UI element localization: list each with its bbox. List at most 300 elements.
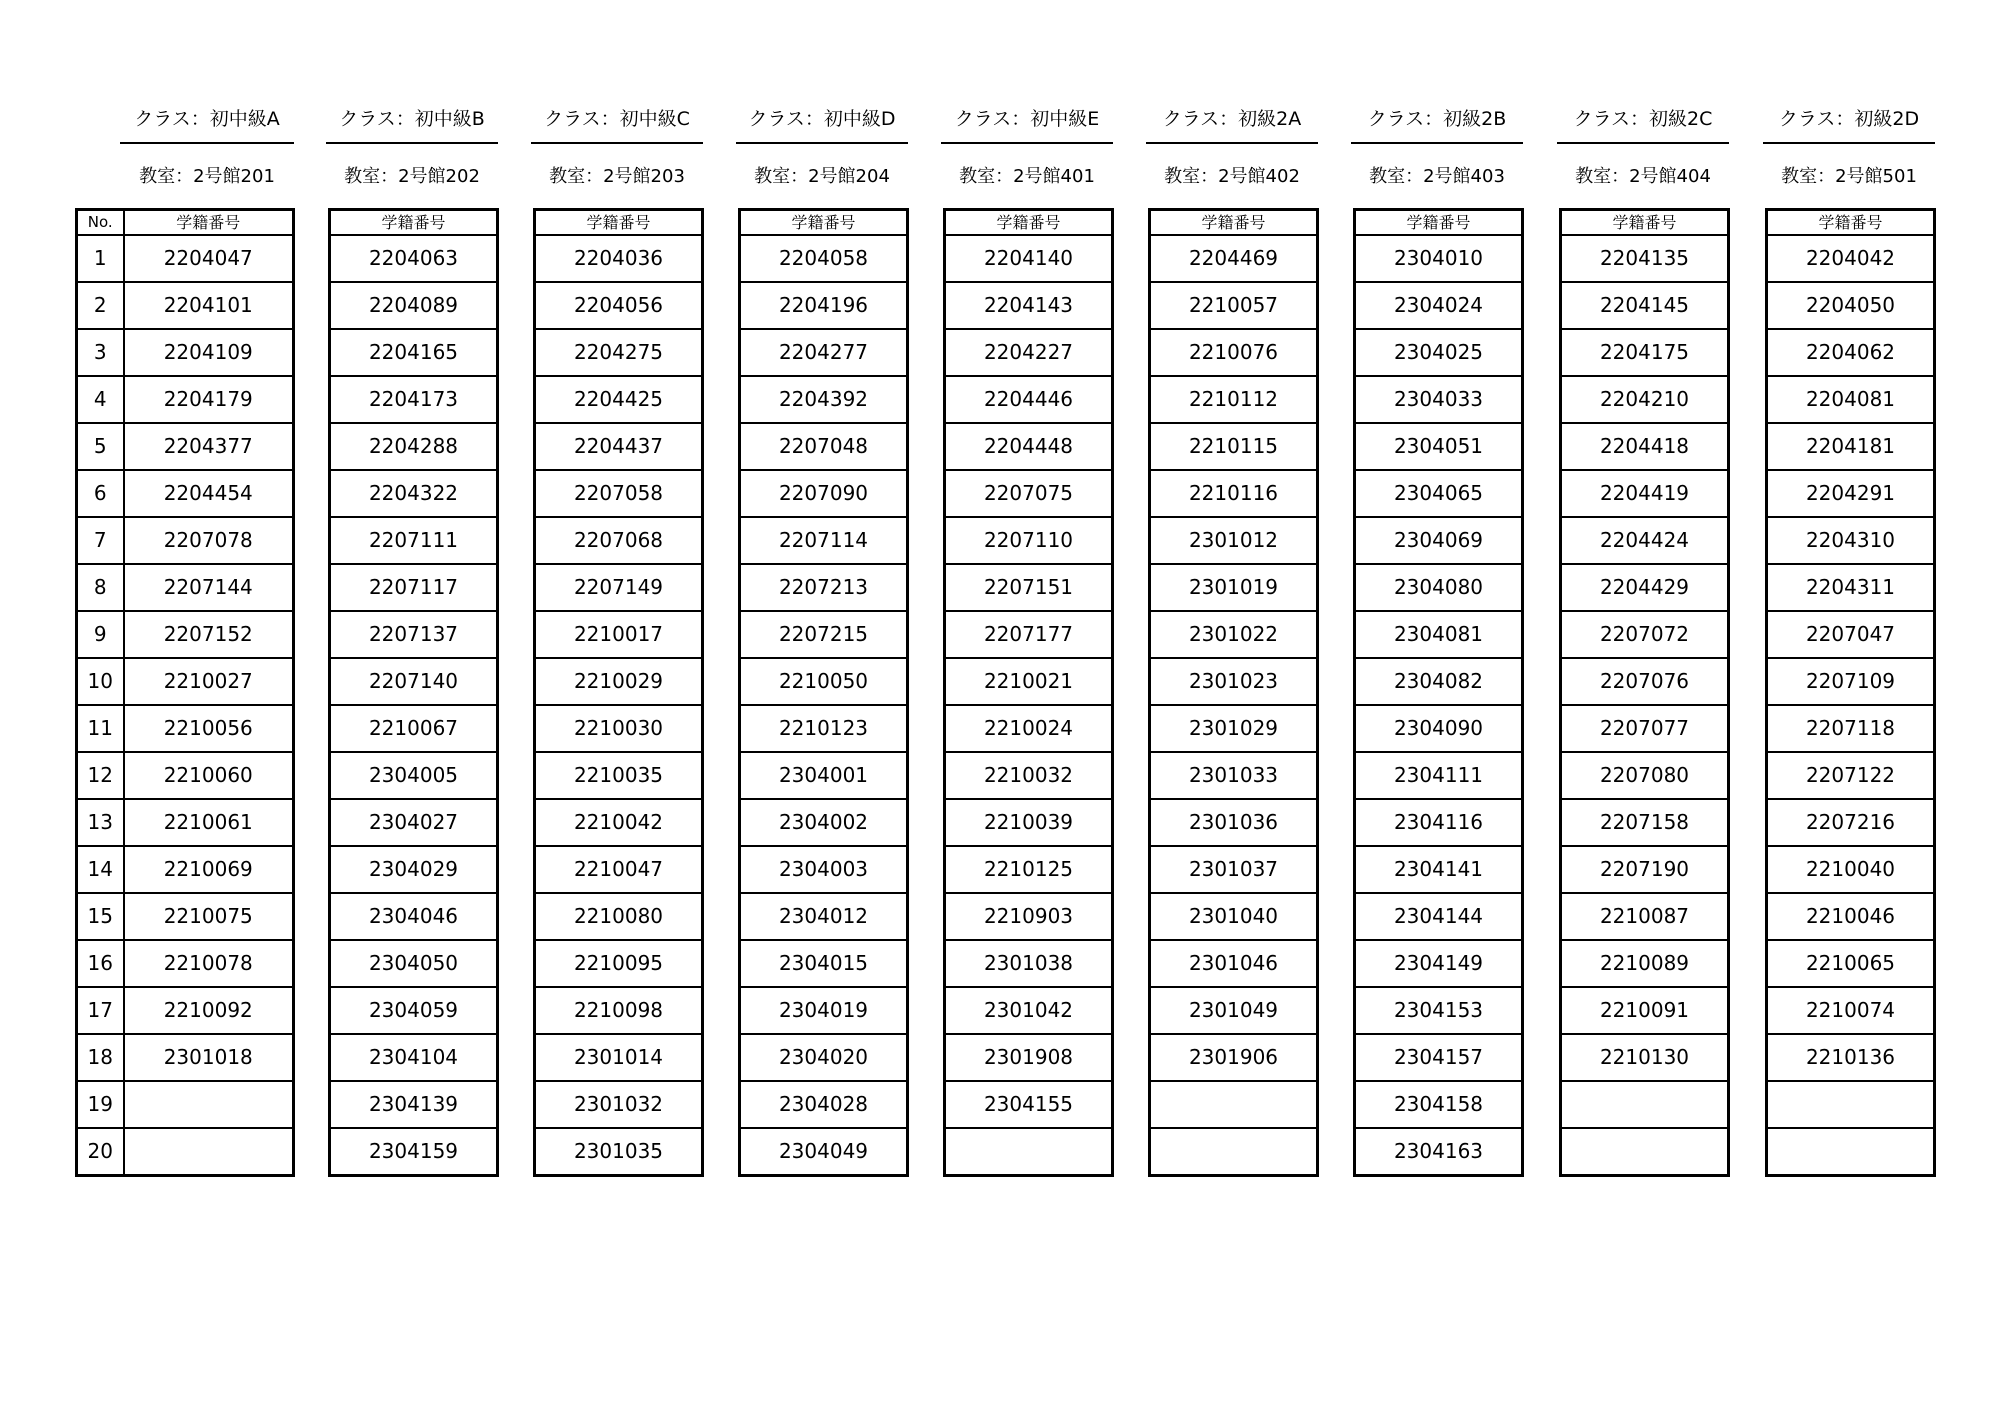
table-row — [1767, 564, 1935, 611]
table-row — [740, 282, 908, 329]
class-title: クラス：初級2C — [1557, 104, 1729, 144]
student-id-cell: 2207215 — [740, 611, 908, 658]
table-row — [535, 1081, 703, 1128]
classroom-label: 教室：2号館204 — [754, 166, 890, 187]
student-id-cell: 2204311 — [1767, 564, 1935, 611]
student-id-cell: 2304159 — [330, 1128, 498, 1176]
student-id-cell — [1767, 1128, 1935, 1176]
student-id-cell: 2304015 — [740, 940, 908, 987]
table-row — [740, 799, 908, 846]
table-row — [1767, 846, 1935, 893]
table-row — [77, 799, 294, 846]
student-id-cell: 2210042 — [535, 799, 703, 846]
student-id-cell: 2210123 — [740, 705, 908, 752]
table-row — [330, 517, 498, 564]
student-id-cell: 2207190 — [1561, 846, 1729, 893]
student-id-cell: 2304050 — [330, 940, 498, 987]
student-id-cell: 2207078 — [124, 517, 294, 564]
student-id-cell: 2301014 — [535, 1034, 703, 1081]
student-id-cell: 2304163 — [1355, 1128, 1523, 1176]
table-row — [77, 846, 294, 893]
student-id-cell: 2210115 — [1150, 423, 1318, 470]
student-id-cell: 2210061 — [124, 799, 294, 846]
table-row — [535, 705, 703, 752]
table-row — [1561, 705, 1729, 752]
student-id-cell: 2204425 — [535, 376, 703, 423]
table-row — [330, 282, 498, 329]
student-id-cell: 2204429 — [1561, 564, 1729, 611]
table-row — [77, 987, 294, 1034]
table-row — [1767, 235, 1935, 282]
student-id-table — [328, 208, 499, 1177]
table-row — [1561, 846, 1729, 893]
student-id-cell: 2304090 — [1355, 705, 1523, 752]
classroom-label: 教室：2号館203 — [549, 166, 685, 187]
student-id-cell: 2204042 — [1767, 235, 1935, 282]
student-id-cell: 2304104 — [330, 1034, 498, 1081]
classroom-label: 教室：2号館403 — [1369, 166, 1505, 187]
table-row — [1355, 611, 1523, 658]
table-row — [77, 517, 294, 564]
table-header-row — [740, 210, 908, 236]
table-row — [535, 611, 703, 658]
student-id-cell: 2301023 — [1150, 658, 1318, 705]
table-row — [1767, 329, 1935, 376]
table-row — [77, 423, 294, 470]
student-id-cell: 2304082 — [1355, 658, 1523, 705]
student-id-cell: 2204392 — [740, 376, 908, 423]
student-id-cell: 2210116 — [1150, 470, 1318, 517]
table-row — [1150, 752, 1318, 799]
table-row — [330, 893, 498, 940]
student-id-cell: 2210046 — [1767, 893, 1935, 940]
table-row — [77, 235, 294, 282]
table-row — [77, 893, 294, 940]
student-id-cell: 2304141 — [1355, 846, 1523, 893]
table-row — [330, 705, 498, 752]
student-id-cell: 2204288 — [330, 423, 498, 470]
classroom-label: 教室：2号館202 — [344, 166, 480, 187]
table-row — [1355, 329, 1523, 376]
table-row — [77, 705, 294, 752]
student-id-cell — [1561, 1081, 1729, 1128]
table-row — [740, 752, 908, 799]
student-id-cell: 2207140 — [330, 658, 498, 705]
student-id-cell: 2210078 — [124, 940, 294, 987]
table-row — [1767, 752, 1935, 799]
student-id-cell: 2207118 — [1767, 705, 1935, 752]
student-id-cell: 2207144 — [124, 564, 294, 611]
table-row — [1767, 1034, 1935, 1081]
table-row — [535, 1034, 703, 1081]
table-row — [1767, 470, 1935, 517]
student-id-cell: 2304153 — [1355, 987, 1523, 1034]
student-id-cell: 2204050 — [1767, 282, 1935, 329]
student-id-cell — [1767, 1081, 1935, 1128]
table-row — [945, 1034, 1113, 1081]
student-id-cell: 2207072 — [1561, 611, 1729, 658]
student-id-cell: 2304059 — [330, 987, 498, 1034]
classroom-label: 教室：2号館404 — [1575, 166, 1711, 187]
table-row — [535, 329, 703, 376]
table-row — [740, 611, 908, 658]
table-row — [1355, 846, 1523, 893]
row-number: 12 — [77, 752, 124, 799]
student-id-cell: 2207058 — [535, 470, 703, 517]
student-id-cell: 2210136 — [1767, 1034, 1935, 1081]
table-header-row — [1150, 210, 1318, 236]
student-id-column-header: 学籍番号 — [740, 210, 908, 236]
table-row — [1150, 611, 1318, 658]
class-title: クラス：初中級A — [120, 104, 294, 144]
student-id-cell: 2210039 — [945, 799, 1113, 846]
student-id-cell: 2304116 — [1355, 799, 1523, 846]
student-id-cell: 2204058 — [740, 235, 908, 282]
table-header-row — [1355, 210, 1523, 236]
table-row — [1150, 282, 1318, 329]
student-id-cell: 2210050 — [740, 658, 908, 705]
table-row — [740, 940, 908, 987]
table-row — [945, 235, 1113, 282]
student-id-cell: 2204165 — [330, 329, 498, 376]
student-id-cell: 2304065 — [1355, 470, 1523, 517]
student-id-cell: 2304012 — [740, 893, 908, 940]
student-id-cell — [124, 1081, 294, 1128]
table-row — [1150, 658, 1318, 705]
student-id-cell: 2301035 — [535, 1128, 703, 1176]
table-row — [945, 1081, 1113, 1128]
student-id-cell: 2204145 — [1561, 282, 1729, 329]
table-row — [740, 329, 908, 376]
student-id-cell: 2204454 — [124, 470, 294, 517]
student-id-column-header: 学籍番号 — [1767, 210, 1935, 236]
table-row — [740, 423, 908, 470]
student-id-cell: 2301042 — [945, 987, 1113, 1034]
table-row — [1767, 517, 1935, 564]
student-id-table — [738, 208, 909, 1177]
student-id-cell: 2210075 — [124, 893, 294, 940]
table-row — [1561, 1081, 1729, 1128]
student-id-cell — [1150, 1128, 1318, 1176]
student-id-cell: 2207075 — [945, 470, 1113, 517]
table-row — [740, 564, 908, 611]
student-id-cell: 2210027 — [124, 658, 294, 705]
student-id-cell: 2210095 — [535, 940, 703, 987]
table-row — [330, 1081, 498, 1128]
table-row — [1150, 987, 1318, 1034]
student-id-cell: 2210017 — [535, 611, 703, 658]
table-row — [1767, 1128, 1935, 1176]
row-number: 16 — [77, 940, 124, 987]
table-row — [945, 564, 1113, 611]
table-row — [1355, 470, 1523, 517]
student-id-cell: 2204448 — [945, 423, 1113, 470]
table-row — [1767, 893, 1935, 940]
table-row — [1150, 423, 1318, 470]
table-row — [535, 987, 703, 1034]
student-id-cell: 2204063 — [330, 235, 498, 282]
student-id-cell: 2301046 — [1150, 940, 1318, 987]
student-id-cell: 2207090 — [740, 470, 908, 517]
row-number: 3 — [77, 329, 124, 376]
table-row — [945, 846, 1113, 893]
student-id-cell: 2304033 — [1355, 376, 1523, 423]
student-id-cell — [124, 1128, 294, 1176]
row-number: 1 — [77, 235, 124, 282]
student-id-column-header: 学籍番号 — [1150, 210, 1318, 236]
table-row — [1355, 1034, 1523, 1081]
table-header-row — [77, 210, 294, 236]
table-row — [945, 658, 1113, 705]
table-row — [1150, 470, 1318, 517]
student-id-cell — [1561, 1128, 1729, 1176]
table-row — [1355, 940, 1523, 987]
table-row — [1355, 799, 1523, 846]
table-row — [1767, 282, 1935, 329]
student-id-cell: 2204322 — [330, 470, 498, 517]
student-id-cell: 2207114 — [740, 517, 908, 564]
table-row — [945, 893, 1113, 940]
student-id-cell: 2304049 — [740, 1128, 908, 1176]
student-id-cell: 2301036 — [1150, 799, 1318, 846]
table-row — [945, 1128, 1113, 1176]
table-row — [945, 517, 1113, 564]
table-row — [1767, 987, 1935, 1034]
table-row — [1150, 235, 1318, 282]
student-id-cell: 2207152 — [124, 611, 294, 658]
class-title: クラス：初中級B — [326, 104, 498, 144]
table-row — [1355, 517, 1523, 564]
student-id-cell: 2210065 — [1767, 940, 1935, 987]
classroom-label: 教室：2号館401 — [959, 166, 1095, 187]
row-number: 19 — [77, 1081, 124, 1128]
student-id-column-header: 学籍番号 — [330, 210, 498, 236]
student-id-cell: 2301049 — [1150, 987, 1318, 1034]
student-id-column-header: 学籍番号 — [1561, 210, 1729, 236]
student-id-cell: 2204419 — [1561, 470, 1729, 517]
table-header-row — [1561, 210, 1729, 236]
row-number: 8 — [77, 564, 124, 611]
table-row — [740, 1034, 908, 1081]
row-number: 11 — [77, 705, 124, 752]
student-id-cell: 2204056 — [535, 282, 703, 329]
table-row — [1355, 893, 1523, 940]
student-id-cell: 2204081 — [1767, 376, 1935, 423]
table-row — [77, 564, 294, 611]
table-row — [330, 1128, 498, 1176]
table-row — [1150, 940, 1318, 987]
row-number: 5 — [77, 423, 124, 470]
table-row — [535, 564, 703, 611]
table-row — [1561, 1034, 1729, 1081]
table-row — [1355, 376, 1523, 423]
student-id-cell: 2210074 — [1767, 987, 1935, 1034]
student-id-cell: 2204418 — [1561, 423, 1729, 470]
table-row — [1150, 517, 1318, 564]
student-id-cell: 2301906 — [1150, 1034, 1318, 1081]
classroom-label: 教室：2号館402 — [1164, 166, 1300, 187]
table-row — [1355, 658, 1523, 705]
table-row — [330, 564, 498, 611]
table-row — [330, 376, 498, 423]
table-row — [1561, 799, 1729, 846]
table-row — [945, 329, 1113, 376]
student-id-cell: 2304149 — [1355, 940, 1523, 987]
student-id-cell: 2204179 — [124, 376, 294, 423]
student-id-column-header: 学籍番号 — [535, 210, 703, 236]
table-row — [1561, 940, 1729, 987]
student-id-cell: 2304010 — [1355, 235, 1523, 282]
student-id-cell: 2210021 — [945, 658, 1113, 705]
table-row — [330, 940, 498, 987]
student-id-cell: 2207216 — [1767, 799, 1935, 846]
table-row — [1355, 564, 1523, 611]
student-id-cell: 2304111 — [1355, 752, 1523, 799]
table-row — [1355, 235, 1523, 282]
student-id-cell: 2210091 — [1561, 987, 1729, 1034]
table-row — [1150, 705, 1318, 752]
student-id-cell: 2207149 — [535, 564, 703, 611]
table-header-row — [535, 210, 703, 236]
table-row — [740, 235, 908, 282]
table-row — [740, 658, 908, 705]
table-row — [1561, 1128, 1729, 1176]
table-header-row — [330, 210, 498, 236]
student-id-cell: 2301040 — [1150, 893, 1318, 940]
row-number: 20 — [77, 1128, 124, 1176]
table-row — [77, 1081, 294, 1128]
student-id-cell: 2210067 — [330, 705, 498, 752]
student-id-cell: 2304003 — [740, 846, 908, 893]
student-id-cell: 2304069 — [1355, 517, 1523, 564]
table-row — [330, 987, 498, 1034]
table-row — [945, 705, 1113, 752]
student-id-cell: 2210903 — [945, 893, 1113, 940]
table-row — [535, 940, 703, 987]
table-row — [1767, 376, 1935, 423]
student-id-cell: 2304080 — [1355, 564, 1523, 611]
table-row — [1355, 1128, 1523, 1176]
row-number: 18 — [77, 1034, 124, 1081]
student-id-cell: 2304025 — [1355, 329, 1523, 376]
table-row — [330, 470, 498, 517]
student-id-cell: 2304157 — [1355, 1034, 1523, 1081]
table-row — [77, 1034, 294, 1081]
table-row — [1561, 470, 1729, 517]
table-row — [1767, 940, 1935, 987]
student-id-cell: 2210032 — [945, 752, 1113, 799]
student-id-cell: 2204424 — [1561, 517, 1729, 564]
student-id-cell: 2304155 — [945, 1081, 1113, 1128]
student-id-table — [1559, 208, 1730, 1177]
table-row — [1150, 893, 1318, 940]
class-title: クラス：初中級D — [736, 104, 908, 144]
student-id-table — [1353, 208, 1524, 1177]
table-row — [330, 658, 498, 705]
student-id-column-header: 学籍番号 — [1355, 210, 1523, 236]
table-row — [535, 470, 703, 517]
table-row — [1767, 658, 1935, 705]
table-row — [945, 282, 1113, 329]
table-row — [1150, 376, 1318, 423]
student-id-cell: 2210125 — [945, 846, 1113, 893]
student-id-cell: 2210029 — [535, 658, 703, 705]
table-row — [1767, 705, 1935, 752]
table-row — [1150, 1034, 1318, 1081]
student-id-cell: 2301018 — [124, 1034, 294, 1081]
table-row — [1561, 376, 1729, 423]
student-id-cell — [1150, 1081, 1318, 1128]
student-id-cell: 2204196 — [740, 282, 908, 329]
student-id-cell: 2304029 — [330, 846, 498, 893]
student-id-cell: 2210047 — [535, 846, 703, 893]
table-row — [945, 799, 1113, 846]
student-id-cell: 2207151 — [945, 564, 1113, 611]
student-id-cell: 2204291 — [1767, 470, 1935, 517]
student-id-cell: 2210098 — [535, 987, 703, 1034]
table-row — [535, 752, 703, 799]
table-row — [1150, 846, 1318, 893]
table-row — [1150, 329, 1318, 376]
student-id-cell: 2204047 — [124, 235, 294, 282]
table-row — [330, 611, 498, 658]
student-id-cell: 2210089 — [1561, 940, 1729, 987]
student-id-cell: 2204143 — [945, 282, 1113, 329]
student-id-cell: 2204310 — [1767, 517, 1935, 564]
table-row — [330, 752, 498, 799]
table-row — [77, 329, 294, 376]
table-row — [77, 282, 294, 329]
table-row — [1355, 987, 1523, 1034]
student-id-table — [533, 208, 704, 1177]
table-row — [1150, 1081, 1318, 1128]
student-id-cell: 2207048 — [740, 423, 908, 470]
student-id-cell: 2210060 — [124, 752, 294, 799]
student-id-cell: 2304027 — [330, 799, 498, 846]
table-row — [535, 1128, 703, 1176]
row-number: 7 — [77, 517, 124, 564]
table-row — [330, 329, 498, 376]
table-row — [945, 940, 1113, 987]
student-id-cell — [945, 1128, 1113, 1176]
student-id-cell: 2301037 — [1150, 846, 1318, 893]
student-id-cell: 2204277 — [740, 329, 908, 376]
class-title: クラス：初級2B — [1351, 104, 1523, 144]
student-id-cell: 2304024 — [1355, 282, 1523, 329]
student-id-cell: 2204101 — [124, 282, 294, 329]
table-row — [1150, 564, 1318, 611]
student-id-cell: 2301012 — [1150, 517, 1318, 564]
student-id-cell: 2204036 — [535, 235, 703, 282]
student-id-table — [943, 208, 1114, 1177]
table-row — [77, 658, 294, 705]
table-row — [740, 517, 908, 564]
table-row — [535, 893, 703, 940]
table-row — [1150, 1128, 1318, 1176]
table-row — [535, 235, 703, 282]
student-id-table — [75, 208, 295, 1177]
row-number: 9 — [77, 611, 124, 658]
student-id-cell: 2204062 — [1767, 329, 1935, 376]
student-id-cell: 2301029 — [1150, 705, 1318, 752]
table-row — [740, 846, 908, 893]
student-id-cell: 2301032 — [535, 1081, 703, 1128]
table-row — [945, 423, 1113, 470]
row-number: 17 — [77, 987, 124, 1034]
class-title: クラス：初中級C — [531, 104, 703, 144]
student-id-cell: 2204210 — [1561, 376, 1729, 423]
student-id-cell: 2301019 — [1150, 564, 1318, 611]
